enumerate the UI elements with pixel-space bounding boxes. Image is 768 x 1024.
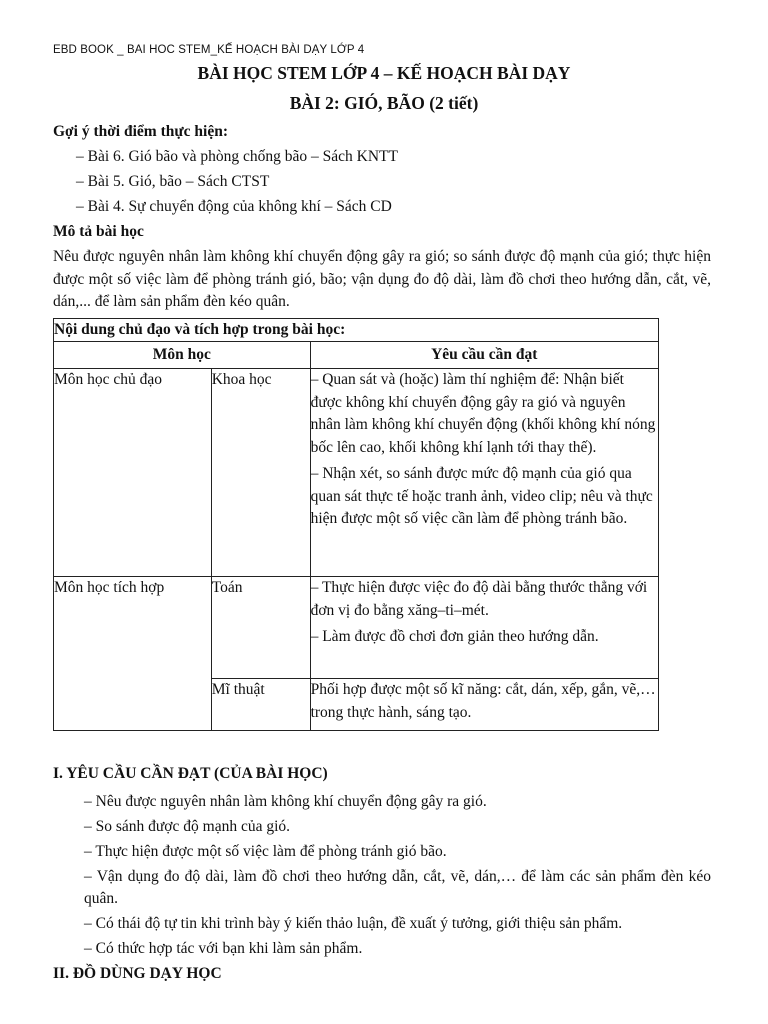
- list-item: – So sánh được độ mạnh của gió.: [84, 818, 291, 835]
- column-header-subject: Môn học: [54, 342, 311, 369]
- document-title: BÀI HỌC STEM LỚP 4 – KẾ HOẠCH BÀI DẠY: [197, 63, 571, 83]
- table-caption: Nội dung chủ đạo và tích hợp trong bài học:: [54, 319, 659, 342]
- lesson-title: BÀI 2: GIÓ, BÃO (2 tiết): [289, 93, 479, 113]
- list-item: – Có thái độ tự tin khi trình bày ý kiến thảo luận, đề xuất ý tưởng, giới thiệu sản phẩm.: [84, 915, 623, 932]
- requirement-cell: Phối hợp được một số kĩ năng: cắt, dán, xếp, gắn, vẽ,… trong thực hành, sáng tạo.: [310, 679, 658, 731]
- requirement-cell: [310, 577, 658, 679]
- content-table: [53, 318, 659, 731]
- subject-cell: Mĩ thuật: [211, 679, 310, 731]
- suggestion-item: – Bài 6. Gió bão và phòng chống bão – Sách KNTT: [76, 148, 398, 165]
- suggestion-item: – Bài 4. Sự chuyển động của không khí – Sách CD: [76, 198, 392, 215]
- description-text: Nêu được nguyên nhân làm không khí chuyển động gây ra gió; so sánh được độ mạnh của gió; thực hiện được một số việc làm để phòng tránh gió, bão; vận dụng đo độ dài, làm đồ chơi theo hướng dẫn, cắt, vẽ, dán,... để làm sản phẩm đèn kéo quân.: [53, 248, 711, 310]
- group-cell: Môn học tích hợp: [54, 577, 212, 731]
- section-heading: II. ĐỒ DÙNG DẠY HỌC: [53, 965, 222, 982]
- table-row: [54, 577, 659, 679]
- requirement-cell: [310, 369, 658, 577]
- requirement-text: – Thực hiện được việc đo độ dài bằng thước thẳng với đơn vị đo bằng xăng–ti–mét.: [310, 579, 648, 619]
- table-row: [54, 369, 659, 577]
- list-item: – Thực hiện được một số việc làm để phòng tránh gió bão.: [84, 843, 447, 860]
- column-header-requirement: Yêu cầu cần đạt: [310, 342, 658, 369]
- list-item: – Có thức hợp tác với bạn khi làm sản phẩm.: [84, 940, 363, 957]
- requirement-text: – Quan sát và (hoặc) làm thí nghiệm để: Nhận biết được không khí chuyển động gây ra gió và nguyên nhân làm không khí chuyển động (khối không khí nóng bốc lên cao, khối không khí lạnh tới thay thế).: [310, 371, 656, 456]
- requirement-text: – Làm được đồ chơi đơn giản theo hướng dẫn.: [310, 628, 599, 645]
- subject-cell: Toán: [211, 577, 310, 679]
- section-heading: I. YÊU CẦU CẦN ĐẠT (CỦA BÀI HỌC): [53, 765, 328, 782]
- suggestion-label: Gợi ý thời điểm thực hiện:: [53, 123, 229, 140]
- group-cell: Môn học chủ đạo: [54, 369, 212, 577]
- list-item: – Nêu được nguyên nhân làm không khí chuyển động gây ra gió.: [84, 793, 487, 810]
- description-label: Mô tả bài học: [53, 223, 144, 240]
- suggestion-item: – Bài 5. Gió, bão – Sách CTST: [76, 173, 270, 190]
- running-head: EBD BOOK _ BAI HOC STEM_KẾ HOẠCH BÀI DẠY LỚP 4: [53, 44, 365, 56]
- list-item: – Vận dụng đo độ dài, làm đồ chơi theo hướng dẫn, cắt, vẽ, dán,… để làm các sản phẩm đèn kéo quân.: [84, 868, 711, 907]
- subject-cell: Khoa học: [211, 369, 310, 577]
- requirement-text: – Nhận xét, so sánh được mức độ mạnh của gió qua quan sát thực tế hoặc tranh ảnh, video clip; nêu và thực hiện được một số việc cần làm để phòng tránh bão.: [310, 465, 653, 527]
